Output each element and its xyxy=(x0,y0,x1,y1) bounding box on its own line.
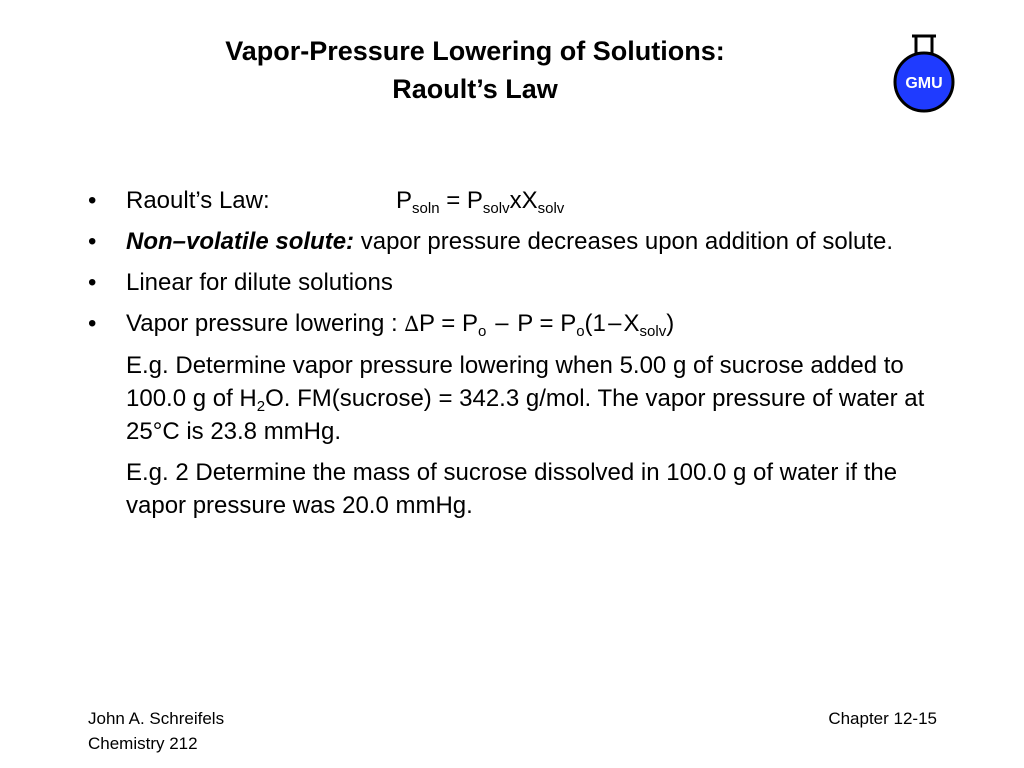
title-line-1: Vapor-Pressure Lowering of Solutions: xyxy=(225,36,725,66)
slide-title xyxy=(100,32,850,108)
linear-text: Linear for dilute solutions xyxy=(126,269,393,296)
nonvolatile-desc: vapor pressure decreases upon addition of solute. xyxy=(354,228,894,255)
footer-course: Chemistry 212 xyxy=(88,734,198,753)
bullet-linear xyxy=(84,266,954,299)
bullet-vp-lowering xyxy=(84,307,954,341)
raoult-formula: $P_{soln} = P_{solv}xX_{solv}$ xyxy=(396,187,565,217)
footer-author: John A. Schreifels xyxy=(88,709,225,728)
example-2: E.g. 2 Determine the mass of sucrose dissolved in 100.0 g of water if the vapor pressure was 20.0 mmHg. xyxy=(126,459,898,519)
logo-text: GMU xyxy=(905,75,943,92)
flask-icon xyxy=(890,28,958,114)
vp-lowering-formula: $\Delta P = P_o - P = P_o(1-X_{solv})$ xyxy=(404,310,675,340)
title-line-2: Raoult’s Law xyxy=(392,74,558,104)
footer-chapter: Chapter 12-15 xyxy=(828,709,937,728)
slide-body xyxy=(84,184,954,530)
example-1: E.g. Determine vapor pressure lowering when 5.00 g of sucrose added to 100.0 g of $H_2O$. FM(sucrose) = 342.3 g/mol. The vapor pressure of water at 25°C is 23.8 mmHg. xyxy=(126,352,925,445)
bullet-raoults-law xyxy=(84,184,954,217)
nonvolatile-term: Non–volatile solute: xyxy=(126,228,355,255)
bullet-dot: • xyxy=(88,310,97,337)
bullet-dot: • xyxy=(88,269,97,296)
bullet-dot: • xyxy=(88,228,97,255)
bullet-dot: • xyxy=(88,187,97,214)
bullet-nonvolatile xyxy=(84,225,954,258)
footer-author-block xyxy=(88,706,224,756)
law-label: Raoult’s Law: xyxy=(126,187,270,214)
vp-lowering-label: Vapor pressure lowering : xyxy=(126,310,405,337)
